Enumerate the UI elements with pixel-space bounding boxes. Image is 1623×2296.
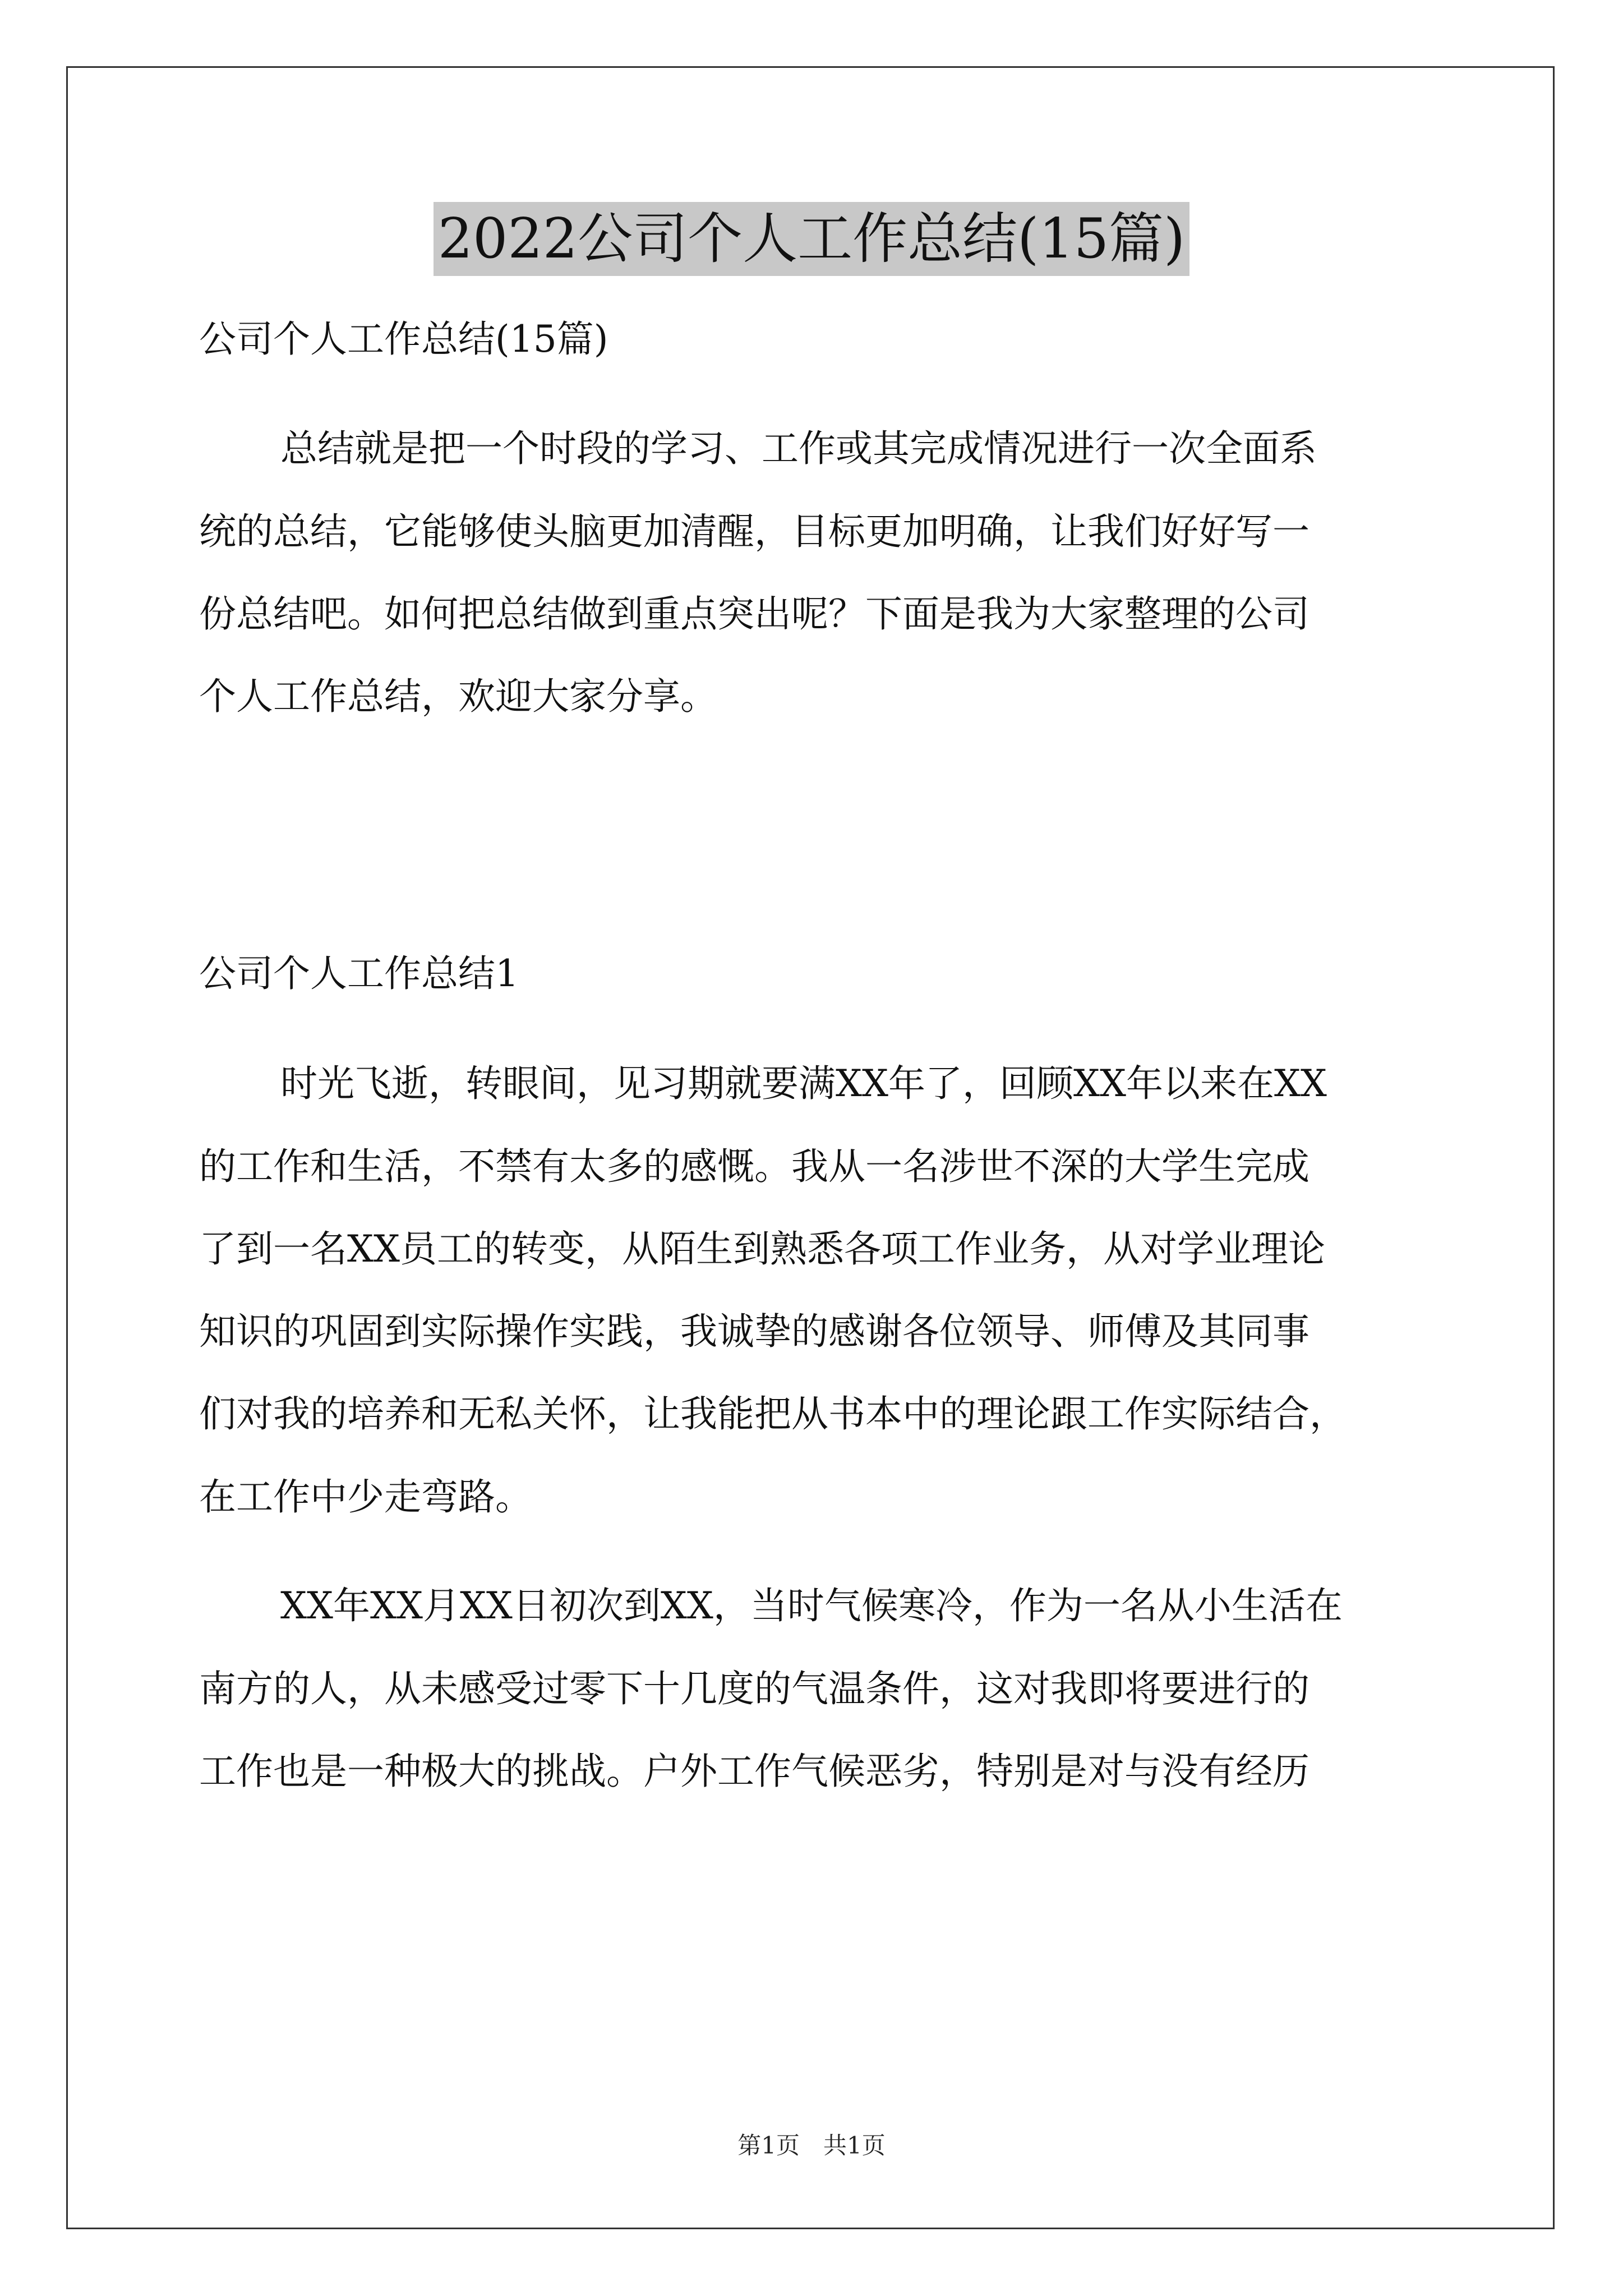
section-heading: 公司个人工作总结1 — [199, 952, 519, 995]
intro-line: 个人工作总结，欢迎大家分享。 — [199, 675, 717, 718]
paragraph-line: 知识的巩固到实际操作实践，我诚挚的感谢各位领导、师傅及其同事 — [199, 1310, 1310, 1353]
subtitle: 公司个人工作总结(15篇) — [199, 318, 608, 361]
page-number: 第1页 共1页 — [737, 2132, 886, 2159]
intro-line: 份总结吧。如何把总结做到重点突出呢？下面是我为大家整理的公司 — [199, 592, 1310, 636]
paragraph-line: 时光飞逝，转眼间，见习期就要满XX年了，回顾XX年以来在XX — [280, 1062, 1327, 1105]
paragraph-line: 们对我的培养和无私关怀，让我能把从书本中的理论跟工作实际结合， — [199, 1392, 1347, 1435]
title-container — [0, 202, 1623, 276]
paragraph-line: 工作也是一种极大的挑战。户外工作气候恶劣，特别是对与没有经历 — [199, 1750, 1310, 1793]
intro-line: 总结就是把一个时段的学习、工作或其完成情况进行一次全面系 — [280, 427, 1317, 470]
paragraph-line: 在工作中少走弯路。 — [199, 1475, 532, 1519]
document-title: 2022公司个人工作总结(15篇) — [434, 202, 1190, 276]
paragraph-line: 的工作和生活，不禁有太多的感慨。我从一名涉世不深的大学生完成 — [199, 1145, 1310, 1188]
paragraph-line: 南方的人，从未感受过零下十几度的气温条件，这对我即将要进行的 — [199, 1667, 1310, 1710]
intro-line: 统的总结，它能够使头脑更加清醒，目标更加明确，让我们好好写一 — [199, 510, 1310, 553]
paragraph-line: XX年XX月XX日初次到XX，当时气候寒冷，作为一名从小生活在 — [280, 1584, 1343, 1627]
paragraph-line: 了到一名XX员工的转变，从陌生到熟悉各项工作业务，从对学业理论 — [199, 1227, 1325, 1271]
